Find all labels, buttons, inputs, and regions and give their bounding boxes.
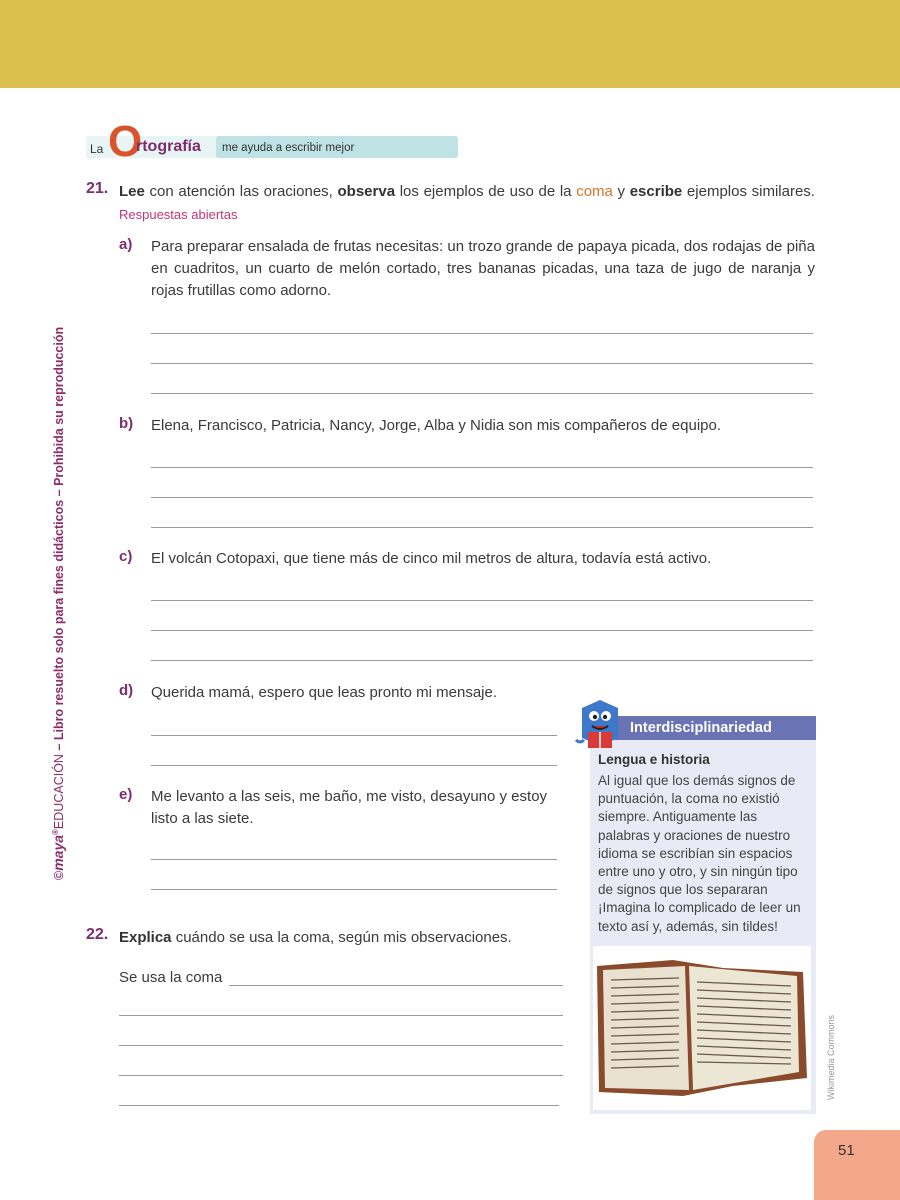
header-subtitle: me ayuda a escribir mejor <box>222 142 355 154</box>
item-c-text: El volcán Cotopaxi, que tiene más de cinco mil metros de altura, todavía está activo. <box>151 550 712 567</box>
header-big-letter: O <box>108 117 143 166</box>
header-la: La <box>90 142 104 156</box>
question-21-instruction: Lee con atención las oraciones, observa los ejemplos de uso de la coma y escribe ejemplos similares. Respuestas abiertas <box>119 183 815 222</box>
sidebar-title: Lengua e historia <box>598 752 710 767</box>
interdisciplinary-label: Interdisciplinariedad <box>630 720 772 736</box>
answer-line[interactable] <box>119 1045 563 1046</box>
page-number: 51 <box>838 1142 855 1159</box>
question-22-instruction: Explica cuándo se usa la coma, según mis observaciones. <box>119 929 512 946</box>
registered-symbol: ® <box>50 829 60 835</box>
item-d-letter: d) <box>119 682 134 699</box>
item-d-text: Querida mamá, espero que leas pronto mi mensaje. <box>151 684 498 701</box>
section-header-tag <box>86 117 376 166</box>
interdisciplinary-header <box>620 716 816 740</box>
brand-logo-text: maya <box>50 834 66 871</box>
header-title: rtografía <box>136 138 201 155</box>
answer-note: Respuestas abiertas <box>119 207 238 222</box>
item-b-letter: b) <box>119 415 134 432</box>
sidebar-text: Al igual que los demás signos de puntuación, la coma no existió siempre. Antiguamente las palabras y oraciones de nuestro idioma se escribían sin espacios entre uno y otro, y sin ningún tipo de signos que los separaran ¡Imagina lo complicado de leer un texto así y, además, sin tildes! <box>598 773 801 934</box>
answer-line[interactable] <box>151 467 813 468</box>
question-22-prompt: Se usa la coma <box>119 969 223 986</box>
copyright-symbol: © <box>52 870 66 880</box>
answer-line[interactable] <box>151 859 557 860</box>
answer-line[interactable] <box>151 889 557 890</box>
page-number-tab <box>814 1130 900 1200</box>
answer-line[interactable] <box>151 363 813 364</box>
item-c-letter: c) <box>119 548 133 565</box>
answer-line[interactable] <box>119 1105 559 1106</box>
item-a-letter: a) <box>119 236 133 253</box>
answer-line[interactable] <box>151 497 813 498</box>
question-22-number: 22. <box>86 926 109 943</box>
item-a-text: Para preparar ensalada de frutas necesitas: un trozo grande de papaya picada, dos rodajas de piña en cuadritos, un cuarto de melón cortado, tres bananas picadas, una taza de jugo de naranja y rojas frutillas como adorno. <box>151 238 815 299</box>
answer-line[interactable] <box>119 1015 563 1016</box>
item-b-text: Elena, Francisco, Patricia, Nancy, Jorge, Alba y Nidia son mis compañeros de equipo. <box>151 417 721 434</box>
copyright-notice: – Libro resuelto solo para fines didácticos – Prohibida su reproducción <box>52 326 66 755</box>
copyright-vertical-text <box>50 320 66 880</box>
book-mascot-icon <box>574 698 626 752</box>
answer-line[interactable] <box>151 630 813 631</box>
answer-line[interactable] <box>119 1075 563 1076</box>
answer-line[interactable] <box>151 333 813 334</box>
answer-line[interactable] <box>229 985 563 986</box>
answer-line[interactable] <box>151 660 813 661</box>
item-e-text: Me levanto a las seis, me baño, me visto, desayuno y estoy listo a las siete. <box>151 788 548 827</box>
item-e-letter: e) <box>119 786 133 803</box>
answer-line[interactable] <box>151 765 557 766</box>
top-color-band <box>0 0 900 88</box>
answer-line[interactable] <box>151 527 813 528</box>
question-21-number: 21. <box>86 180 109 197</box>
old-manuscript-photo <box>593 946 811 1110</box>
brand-edu-text: EDUCACIÓN <box>52 754 66 830</box>
answer-line[interactable] <box>151 735 557 736</box>
answer-line[interactable] <box>151 600 813 601</box>
answer-line[interactable] <box>151 393 813 394</box>
photo-credit: Wikimedia Commons <box>826 1014 836 1100</box>
